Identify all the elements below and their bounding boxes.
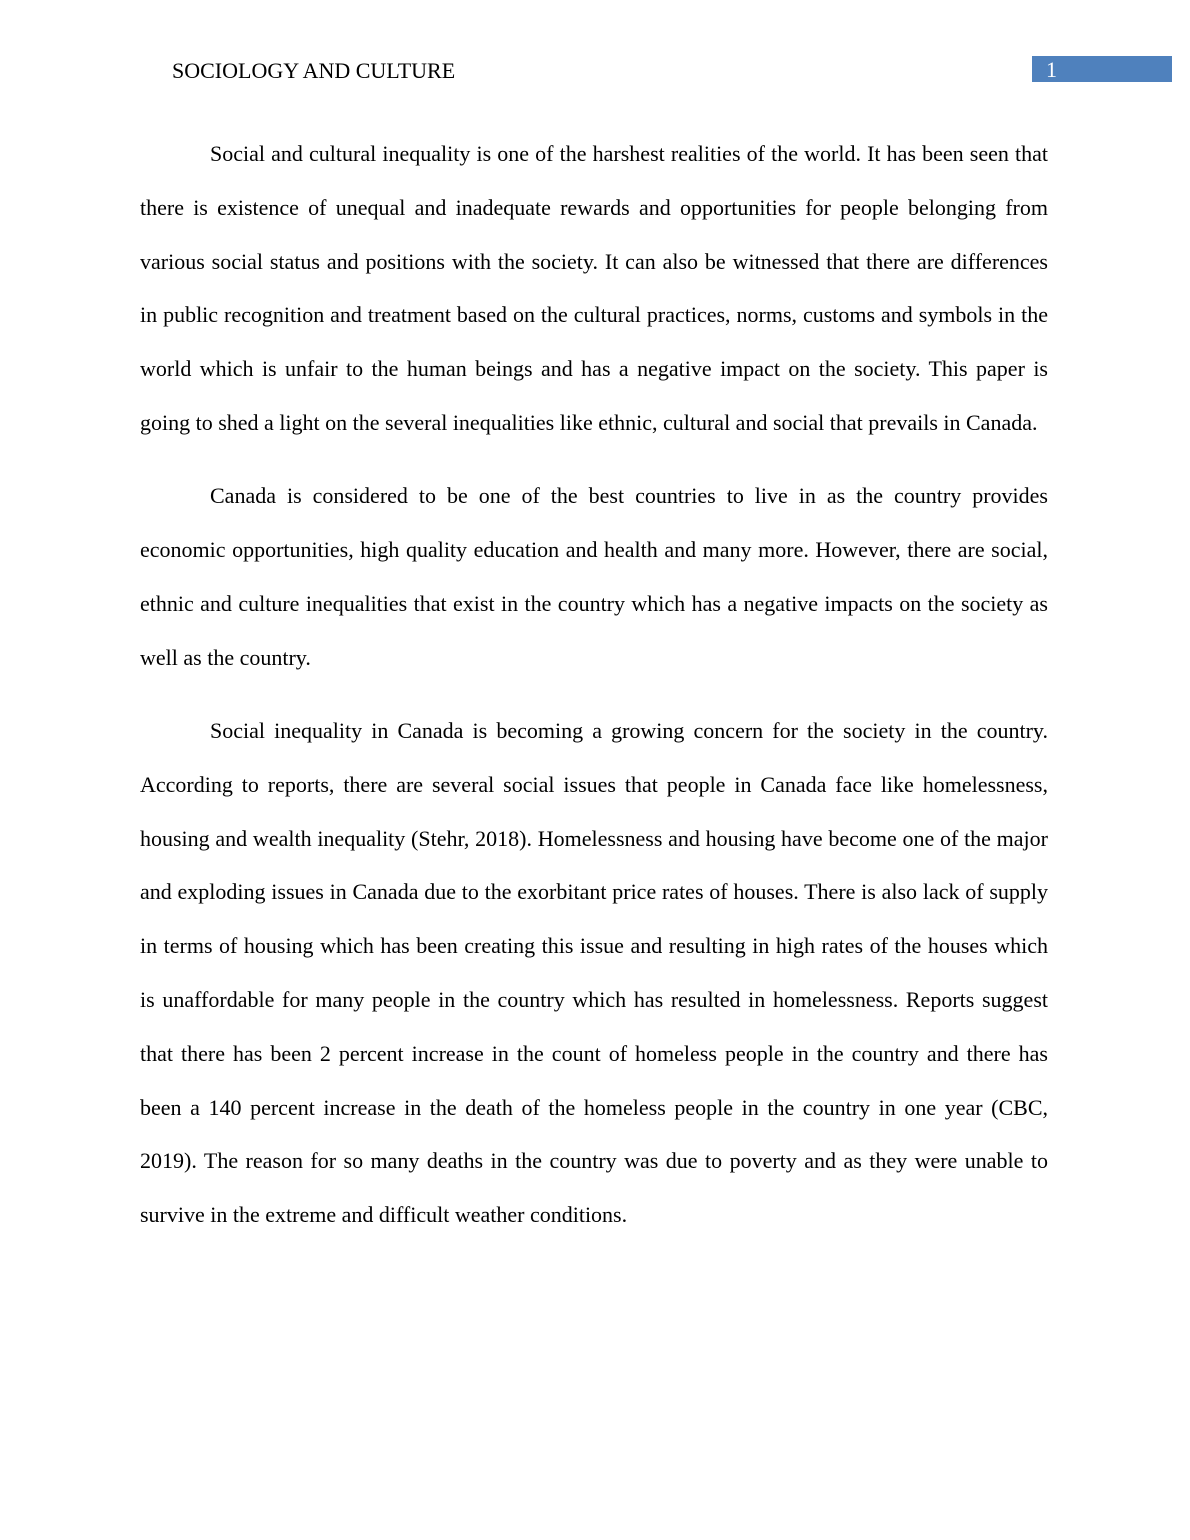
running-header-title: SOCIOLOGY AND CULTURE [172,58,456,83]
paragraph: Social and cultural inequality is one of the harshest realities of the world. It has been seen that there is existence of unequal and inadequate rewards and opportunities for people belonging from various social status and positions with the society. It can also be witnessed that there are differences in public recognition and treatment based on the cultural practices, norms, customs and symbols in the world which is unfair to the human beings and has a negative impact on the society. This paper is going to shed a light on the several inequalities like ethnic, cultural and social that prevails in Canada. [140,141,1048,435]
paragraph: Social inequality in Canada is becoming a growing concern for the society in the country. According to reports, there are several social issues that people in Canada face like homelessness, housing and wealth inequality (Stehr, 2018). Homelessness and housing have become one of the major and exploding issues in Canada due to the exorbitant price rates of houses. There is also lack of supply in terms of housing which has been creating this issue and resulting in high rates of the houses which is unaffordable for many people in the country which has resulted in homelessness. Reports suggest that there has been 2 percent increase in the count of homeless people in the country and there has been a 140 percent increase in the death of the homeless people in the country in one year (CBC, 2019). The reason for so many deaths in the country was due to poverty and as they were unable to survive in the extreme and difficult weather conditions. [140,717,1048,1228]
paragraph: Canada is considered to be one of the best countries to live in as the country provides economic opportunities, high quality education and health and many more. However, there are social, ethnic and culture inequalities that exist in the country which has a negative impacts on the society as well as the country. [140,483,1048,670]
page-number: 1 [1032,56,1172,82]
document-body [140,127,1048,1261]
